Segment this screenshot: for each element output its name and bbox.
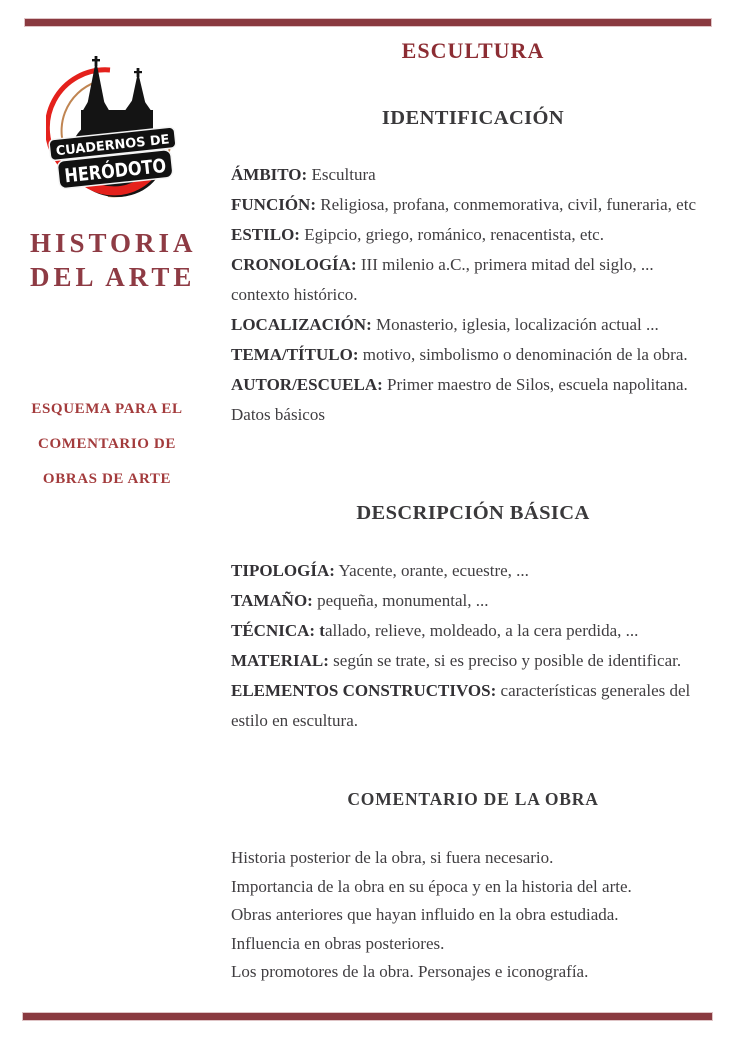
field-label: MATERIAL: [231, 651, 329, 670]
field-label: ELEMENTOS CONSTRUCTIVOS: [231, 681, 497, 700]
comment-line: Influencia en obras posteriores. [231, 933, 445, 953]
comment-line: Obras anteriores que hayan influido en la obra estudiada. [231, 905, 619, 924]
field-value: Escultura [307, 165, 376, 184]
field-tamano [231, 586, 715, 616]
comment-line: Los promotores de la obra. Personajes e iconografía. [231, 962, 589, 981]
field-label: AUTOR/ESCUELA: [231, 375, 383, 394]
field-value: Primer maestro de Silos, escuela napolitana. Datos básicos [231, 375, 688, 424]
field-value: Religiosa, profana, conmemorativa, civil, funeraria, etc [316, 195, 696, 214]
field-label: LOCALIZACIÓN: [231, 315, 372, 334]
brand-line-2: DEL ARTE [30, 262, 196, 292]
field-ambito [231, 160, 715, 190]
field-label: FUNCIÓN: [231, 195, 316, 214]
logo-bottom-text: HERÓDOTO [63, 152, 186, 188]
top-divider-bar [25, 19, 711, 26]
field-value: Monasterio, iglesia, localización actual ... [371, 315, 659, 334]
comment-line: Importancia de la obra en su época y en la historia del arte. [231, 876, 632, 896]
field-value: Egipcio, griego, románico, renacentista, etc. [299, 225, 604, 244]
field-label: CRONOLOGÍA: [231, 255, 357, 274]
cuadernos-de-herodoto-logo [46, 56, 188, 208]
comentario-lines [231, 844, 715, 987]
field-autor-escuela [231, 370, 715, 430]
field-label: TEMA/TÍTULO: [231, 345, 359, 364]
section-heading-identificacion: IDENTIFICACIÓN [381, 107, 565, 129]
descripcion-basica-fields [231, 556, 715, 736]
field-value: pequeña, monumental, ... [312, 591, 489, 610]
field-tema-titulo [231, 340, 715, 370]
cathedral-logo-icon [46, 56, 188, 208]
field-label: TAMAÑO: [231, 591, 313, 610]
scheme-note-line-1: ESQUEMA PARA EL [31, 401, 183, 417]
section-heading-descripcion-basica: DESCRIPCIÓN BÁSICA [356, 502, 590, 524]
field-estilo [231, 220, 715, 250]
field-elementos-constructivos [231, 676, 715, 736]
comment-line: Historia posterior de la obra, si fuera necesario. [231, 848, 554, 867]
identificacion-fields [231, 160, 715, 430]
field-label: ÁMBITO: [231, 165, 308, 184]
scheme-note-line-3: OBRAS DE ARTE [42, 471, 172, 487]
field-localizacion [231, 310, 715, 340]
field-tecnica [231, 616, 715, 646]
field-value: motivo, simbolismo o denominación de la obra. [358, 345, 688, 364]
field-cronologia [231, 250, 715, 310]
scheme-note-line-2: COMENTARIO DE [38, 436, 176, 452]
field-label: TÉCNICA: t [231, 621, 325, 640]
page-title: ESCULTURA [401, 38, 545, 63]
scheme-note [24, 392, 190, 497]
field-label: ESTILO: [231, 225, 300, 244]
field-material [231, 646, 715, 676]
brand-title [30, 226, 200, 294]
field-value: allado, relieve, moldeado, a la cera perdida, ... [324, 621, 639, 640]
field-value: III milenio a.C., primera mitad del siglo, ... contexto histórico. [231, 255, 654, 304]
field-tipologia [231, 556, 715, 586]
bottom-divider-bar [23, 1013, 712, 1020]
field-value: según se trate, si es preciso y posible de identificar. [328, 651, 682, 670]
logo-top-text: CUADERNOS DE [55, 132, 172, 160]
section-heading-comentario: COMENTARIO DE LA OBRA [347, 789, 599, 809]
field-value: Yacente, orante, ecuestre, ... [334, 561, 529, 580]
field-label: TIPOLOGÍA: [231, 561, 335, 580]
brand-line-1: HISTORIA [30, 228, 197, 258]
field-funcion [231, 190, 715, 220]
field-value: características generales del estilo en escultura. [231, 681, 691, 730]
